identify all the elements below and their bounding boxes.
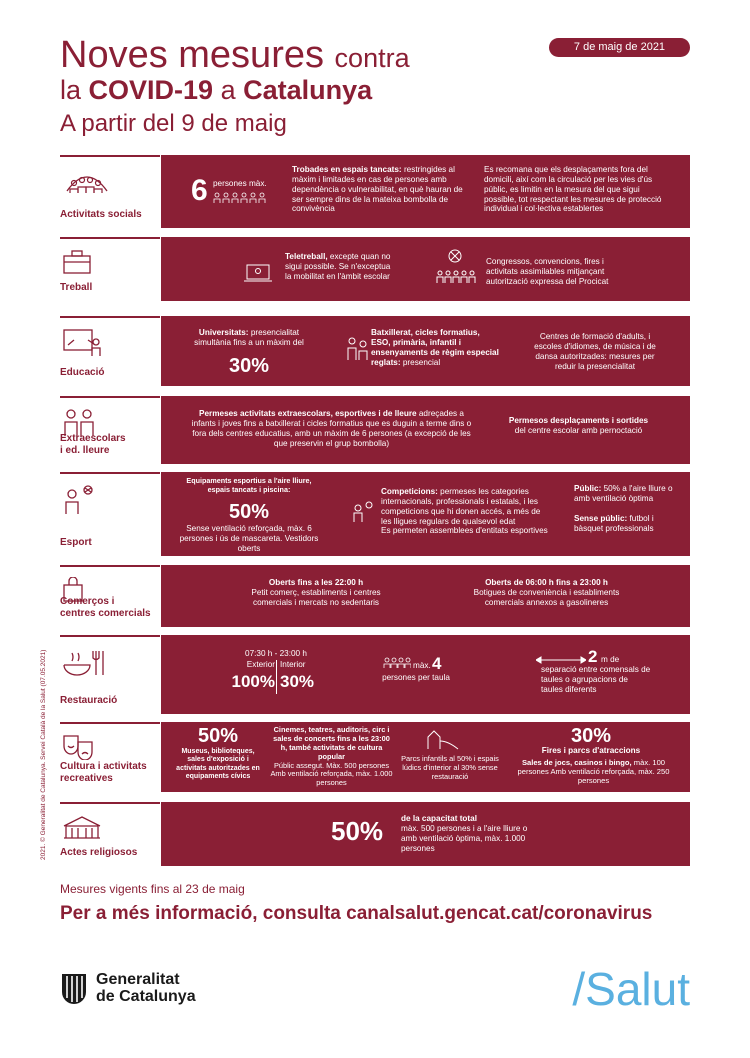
esport-c2: Sense públic: futbol i bàsquet professionals bbox=[574, 514, 654, 533]
cultura-b: Cinemes, teatres, auditoris, circ i sales de concerts fins a les 23:00 h, també activitats de cultura popular Públic assegut. Màx. 500 persones Amb ventilació reforçada, màx. 1.000 persones bbox=[270, 725, 393, 788]
educacio-c: Centres de formació d'adults, i escoles d'idiomes, de música i de dansa autoritzades: mesures per reduir la presencialitat bbox=[534, 332, 656, 371]
lleure-a: Permeses activitats extraescolars, esportives i de lleure adreçades a infants i joves fins a batxillerat i cicles formatius que es duguin a terme dins o fora dels centres educatius, amb un màxim de 6 persones (a excepció de les que preservin el grup bombolla) bbox=[191, 409, 472, 448]
row-label: Restauració bbox=[60, 694, 118, 706]
social-c: Es recomana que els desplaçaments fora del domicili, així com la circulació per les vies d'ús públic, es limitin en la mesura del que sigui possible, tot respectant les mesures de protecció individual i col·lectiva establertes bbox=[484, 165, 662, 214]
social-num-text: persones màx. bbox=[213, 179, 267, 188]
esport-c1: Públic: 50% a l'aire lliure o amb ventilació òptima bbox=[574, 484, 673, 503]
treball-b: Congressos, convencions, fires i activitats assimilables mitjançant autorització expressa del Procicat bbox=[486, 257, 609, 286]
religiosos-num: 50% bbox=[331, 816, 384, 846]
title-line2c: a bbox=[220, 75, 236, 105]
cultura-d-num: 30% bbox=[570, 725, 612, 747]
row-cultura bbox=[60, 722, 690, 792]
generalitat-logo-icon bbox=[60, 972, 88, 1006]
comercos-a: Oberts fins a les 22:00 h Petit comerç, establiments i centres comercials i mercats no sedentaris bbox=[251, 578, 381, 607]
row-restauracio bbox=[60, 635, 690, 714]
row-label: Comerços i centres comercials bbox=[60, 596, 151, 619]
title-subtitle: A partir del 9 de maig bbox=[60, 110, 287, 137]
row-treball bbox=[60, 237, 690, 301]
food-bowl-icon bbox=[62, 647, 106, 677]
valid-until: Mesures vigents fins al 23 de maig bbox=[60, 882, 245, 896]
cultura-d: Sales de jocs, casinos i bingo, màx. 100 persones Amb ventilació reforçada, màx. 250 persones bbox=[517, 758, 670, 786]
row-label: Cultura i activitats recreatives bbox=[60, 761, 147, 784]
educacio-a-num: 30% bbox=[228, 355, 270, 377]
row-esport bbox=[60, 472, 690, 556]
credit-vertical: 2021. © Generalitat de Catalunya. Servei Català de la Salut (07.05.2021) bbox=[40, 649, 47, 860]
comercos-b: Oberts de 06:00 h fins a 23:00 h Botigues de conveniència i establiments comercials annexos a gasolineres bbox=[473, 578, 620, 607]
resto-int-label: Interior bbox=[280, 660, 306, 669]
social-b: Trobades en espais tancats: restringides al màxim i limitades en cas de persones amb dependència o vulnerabilitat, en què hauran de ser sempre dins de la mateixa bombolla de convivència bbox=[292, 165, 463, 214]
salut-logo: /Salut bbox=[572, 963, 690, 1015]
resto-b-text: persones per taula bbox=[382, 673, 450, 682]
title-catalunya: Catalunya bbox=[243, 75, 373, 105]
row-activitats-socials bbox=[60, 155, 690, 228]
resto-c-num: 2 bbox=[588, 647, 598, 666]
resto-int-num: 30% bbox=[280, 672, 315, 691]
temple-icon bbox=[62, 814, 102, 840]
generalitat-wordmark: Generalitat de Catalunya bbox=[96, 971, 196, 1005]
row-label: Activitats socials bbox=[60, 208, 142, 220]
row-comercos bbox=[60, 565, 690, 627]
resto-b-pre: màx. bbox=[413, 661, 431, 670]
theater-masks-icon bbox=[62, 734, 96, 760]
students-icon bbox=[346, 336, 370, 362]
ball-player-small-icon bbox=[351, 500, 375, 524]
ball-player-icon bbox=[62, 484, 96, 516]
title-line1b: contra bbox=[334, 43, 410, 73]
social-num: 6 bbox=[191, 174, 208, 207]
educacio-b: Batxillerat, cicles formatius, ESO, primària, infantil i ensenyaments de règim especial reglats: presencial bbox=[371, 328, 499, 367]
esport-a-text: Sense ventilació reforçada, màx. 6 persones i ús de mascareta. Vestidors oberts bbox=[179, 524, 319, 553]
resto-hours: 07:30 h - 23:00 h bbox=[245, 649, 307, 658]
esport-a-num: 50% bbox=[228, 501, 270, 523]
row-label: Educació bbox=[60, 366, 105, 378]
social-group-icon bbox=[62, 167, 112, 197]
cultura-d-bold1: Fires i parcs d'atraccions bbox=[541, 746, 641, 755]
arrow-distance-icon bbox=[536, 655, 586, 665]
cultura-a-num: 50% bbox=[197, 725, 239, 747]
educacio-a: Universitats: presencialitat simultània fins a un màxim del bbox=[194, 328, 304, 347]
esport-b: Competicions: permeses les categories internacionals, professionals i estatals, i les competicions que hi donen accés, a més de les lligues regulars de qualsevol edat Es permeten assemblees d'entitats esportives bbox=[381, 487, 548, 536]
row-actes-religiosos bbox=[60, 802, 690, 866]
people-small-icon bbox=[383, 657, 411, 669]
treball-a: Teletreball, excepte quan no sigui possible. Se n'exceptua la mobilitat en l'àmbit escolar bbox=[285, 252, 391, 281]
cultura-c: Parcs infantils al 50% i espais lúdics d'interior al 30% sense restauració bbox=[401, 754, 499, 781]
resto-ext-label: Exterior bbox=[246, 660, 275, 669]
more-info-link[interactable]: Per a més informació, consulta canalsalut.gencat.cat/coronavirus bbox=[60, 903, 653, 924]
row-label: Esport bbox=[60, 536, 92, 548]
row-label: Actes religiosos bbox=[60, 846, 138, 858]
page-title bbox=[60, 36, 410, 136]
title-line1a: Noves mesures bbox=[60, 34, 324, 76]
title-line2a: la bbox=[60, 75, 82, 105]
row-label: Treball bbox=[60, 281, 93, 293]
laptop-icon bbox=[243, 263, 273, 283]
religiosos-text: de la capacitat total màx. 500 persones i a l'aire lliure o amb ventilació òptima, màx. 1.000 persones bbox=[401, 814, 528, 853]
cultura-a-text: Museus, biblioteques, sales d'exposició i activitats autoritzades en equipaments cívics bbox=[176, 748, 260, 781]
slide-playground-icon bbox=[426, 727, 460, 751]
resto-ext-num: 100% bbox=[231, 672, 275, 691]
esport-a: Equipaments esportius a l'aire lliure, espais tancats i piscina: bbox=[186, 476, 312, 494]
row-label: Extraescolars i ed. lleure bbox=[60, 433, 126, 456]
row-extraescolars bbox=[60, 396, 690, 464]
congress-icon bbox=[436, 249, 476, 287]
resto-c-text: separació entre comensals de taules o agrupacions de taules diferents bbox=[541, 665, 651, 694]
resto-c-unit: m de bbox=[601, 655, 620, 664]
row-educacio bbox=[60, 316, 690, 386]
people-icon bbox=[213, 192, 267, 204]
briefcase-icon bbox=[62, 249, 92, 275]
resto-b-num: 4 bbox=[432, 654, 442, 673]
blackboard-teacher-icon bbox=[62, 328, 104, 358]
title-covid: COVID-19 bbox=[88, 75, 214, 105]
lleure-b: Permesos desplaçaments i sortides del centre escolar amb pernoctació bbox=[508, 416, 649, 435]
date-badge: 7 de maig de 2021 bbox=[549, 38, 690, 57]
